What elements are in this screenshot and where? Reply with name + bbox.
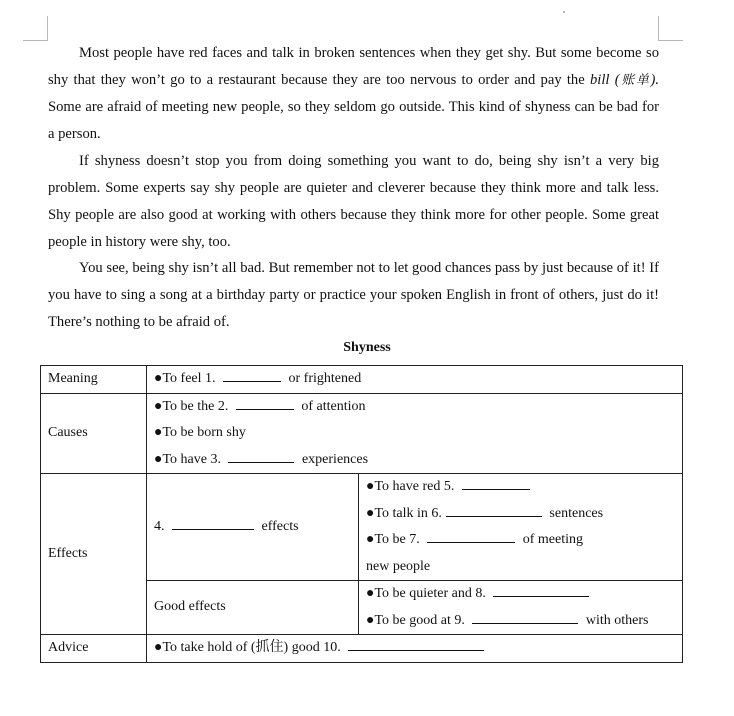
blank-7[interactable]: [427, 530, 515, 543]
bill-word: bill (: [589, 72, 620, 88]
page-speck: [563, 11, 565, 13]
meaning-label: Meaning: [41, 366, 147, 394]
blank-9[interactable]: [472, 611, 578, 624]
blank-3[interactable]: [228, 450, 294, 463]
table-title: Shyness: [343, 340, 391, 355]
meaning-cell: [147, 366, 683, 394]
blank-6[interactable]: [446, 504, 542, 517]
bad-effect-item-3-end: of meeting: [519, 532, 584, 547]
good-effect-item-2: ●To be good at 9.: [366, 612, 469, 628]
bad-effects-number: 4.: [154, 518, 168, 534]
paragraph-1: [48, 40, 659, 148]
table-row-effects-bad: [41, 474, 683, 581]
cause-item-1: ●To be the 2.: [154, 398, 232, 414]
bad-effect-item-3-cont: new people: [366, 558, 431, 574]
advice-text: ●To take hold of (抓住) good 10.: [154, 640, 345, 655]
good-effect-item-1: ●To be quieter and 8.: [366, 586, 490, 601]
meaning-text: ●To feel 1.: [154, 371, 220, 386]
table-row-causes: [41, 393, 683, 474]
good-effects-cell: [359, 581, 683, 635]
cause-item-1-end: of attention: [297, 398, 366, 414]
advice-label: Advice: [41, 635, 147, 663]
meaning-text-end: or frightened: [285, 371, 362, 386]
causes-label: Causes: [41, 393, 147, 474]
table-row-advice: [41, 635, 683, 663]
causes-cell: [147, 393, 683, 474]
shyness-table: [40, 365, 683, 663]
effects-label: Effects: [41, 474, 147, 635]
bill-close-paren: ).: [650, 72, 659, 88]
bad-effect-item-1: ●To have red 5.: [366, 479, 458, 494]
paragraph-1-text-end: Some are afraid of meeting new people, so they seldom go outside. This kind of shyness can be bad for a person.: [48, 99, 659, 142]
page-corner-mark-top-left: [23, 16, 48, 41]
blank-10[interactable]: [348, 638, 484, 651]
blank-2[interactable]: [236, 397, 294, 410]
paragraph-1-text-start: Most people have red faces and talk in broken sentences when they get shy. But some become so shy that they won’t go to a restaurant because they are too nervous to order and pay the: [48, 45, 659, 88]
bad-effect-item-2: ●To talk in 6.: [366, 505, 442, 521]
cause-item-3: ●To have 3.: [154, 451, 225, 467]
paragraph-3: [48, 255, 659, 336]
paragraph-2-text: If shyness doesn’t stop you from doing something you want to do, being shy isn’t a very big problem. Some experts say shy people are quieter and cleverer because they think more and talk less. Shy people are also good at working with others because they think more for other people. Some great people in history were shy, too.: [48, 153, 659, 250]
blank-4[interactable]: [172, 517, 254, 530]
bad-effect-item-3: ●To be 7.: [366, 532, 424, 547]
cause-item-3-end: experiences: [298, 451, 369, 467]
blank-1[interactable]: [223, 369, 281, 382]
blank-8[interactable]: [493, 584, 589, 597]
paragraph-3-text: You see, being shy isn’t all bad. But remember not to let good chances pass by just because of it! If you have to sing a song at a birthday party or practice your spoken English in front of others, just do it! There’s nothing to be afraid of.: [48, 260, 659, 330]
bad-effects-label: [147, 474, 359, 581]
blank-5[interactable]: [462, 477, 530, 490]
good-effects-label: Good effects: [147, 581, 359, 635]
bad-effects-word: effects: [258, 518, 299, 534]
bill-chinese: 账单: [619, 73, 651, 88]
page-corner-mark-top-right: [658, 16, 683, 41]
cause-item-2: ●To be born shy: [154, 425, 246, 440]
good-effect-item-2-end: with others: [582, 612, 649, 628]
paragraph-2: [48, 148, 659, 256]
table-row-meaning: [41, 366, 683, 394]
bad-effect-item-2-end: sentences: [545, 505, 604, 521]
bad-effects-cell: [359, 474, 683, 581]
advice-cell: [147, 635, 683, 663]
